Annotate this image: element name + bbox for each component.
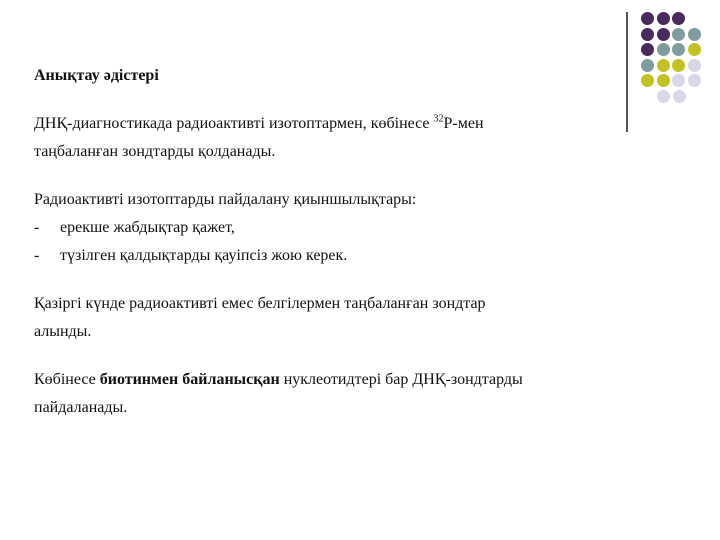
slide-body — [34, 62, 674, 422]
para1-text: ДНҚ-диагностикада радиоактивті изотоптармен, көбінесе — [34, 115, 434, 132]
para1-suffix: Р-мен — [443, 115, 484, 132]
decorative-dot — [641, 28, 654, 41]
biotin-emphasis: биотинмен байланысқан — [99, 371, 280, 388]
list-item — [34, 242, 674, 270]
decorative-dot — [688, 28, 701, 41]
decorative-dot — [688, 43, 701, 56]
decorative-dot — [657, 12, 670, 25]
decorative-dot — [641, 43, 654, 56]
paragraph-biotin — [34, 366, 674, 422]
para3-line2: алынды. — [34, 323, 92, 340]
decorative-dot — [673, 90, 686, 103]
decorative-dot — [688, 74, 701, 87]
para4-line2: пайдаланады. — [34, 399, 128, 416]
para1-line1 — [34, 110, 674, 138]
list-item — [34, 214, 674, 242]
decorative-dot — [641, 12, 654, 25]
paragraph-nonradioactive — [34, 290, 674, 346]
para4-line1 — [34, 366, 674, 394]
para4-suffix: нуклеотидтері бар ДНҚ-зондтарды — [279, 371, 523, 388]
bullet-text: ерекше жабдықтар қажет, — [60, 219, 235, 236]
paragraph-radioactive-probes — [34, 110, 674, 166]
para4-text: Көбінесе — [34, 371, 100, 388]
bullet-text: түзілген қалдықтарды қауіпсіз жою керек. — [60, 247, 348, 264]
difficulties-heading: Радиоактивті изотоптарды пайдалану қиыншылықтары: — [34, 191, 417, 208]
bullet-marker: - — [34, 247, 40, 264]
para1-line2: таңбаланған зондтарды қолданады. — [34, 143, 276, 160]
decorative-dot — [672, 43, 685, 56]
isotope-superscript: 32 — [433, 113, 444, 125]
slide-title: Анықтау әдістері — [34, 67, 159, 84]
decorative-dot — [657, 28, 670, 41]
decorative-dot — [672, 12, 685, 25]
paragraph-difficulties — [34, 186, 674, 270]
decorative-dot — [672, 28, 685, 41]
decorative-dot — [657, 43, 670, 56]
para3-line1: Қазіргі күнде радиоактивті емес белгілермен таңбаланған зондтар — [34, 295, 486, 312]
bullet-marker: - — [34, 219, 40, 236]
decorative-dot — [688, 59, 701, 72]
